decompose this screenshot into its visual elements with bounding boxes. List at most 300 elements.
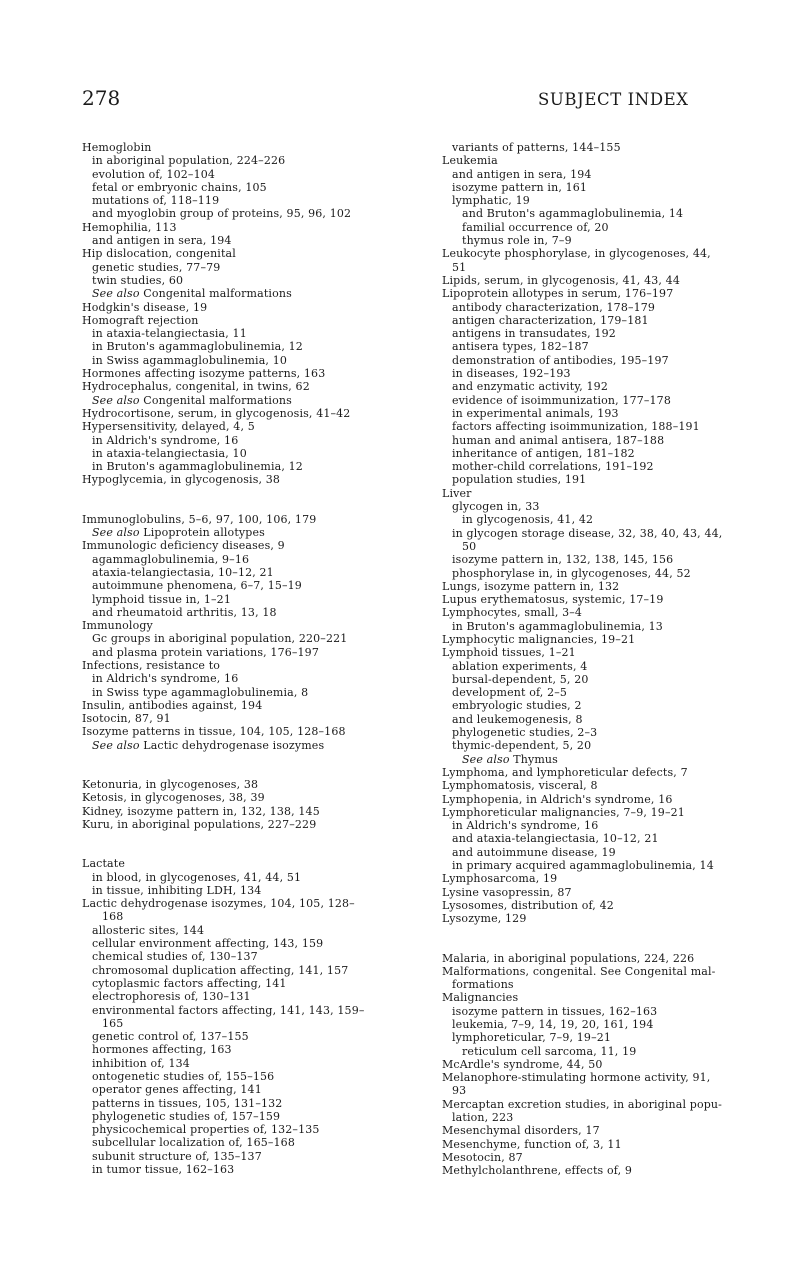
index-subentry — [82, 234, 432, 247]
entry-text: subcellular localization of, 165–168 — [92, 1136, 295, 1150]
index-entry — [82, 301, 432, 314]
index-entry — [82, 367, 432, 380]
index-entry — [442, 633, 782, 646]
entry-text: McArdle's syndrome, 44, 50 — [442, 1057, 603, 1071]
entry-text: 51 — [452, 260, 467, 274]
entry-text: Gc groups in aboriginal population, 220–221 — [92, 632, 348, 646]
entry-text: subunit structure of, 135–137 — [92, 1149, 262, 1163]
index-subentry — [442, 620, 782, 633]
entry-text: in Swiss agammaglobulinemia, 10 — [92, 353, 288, 367]
entry-text: Hydrocortisone, serum, in glycogenosis, 41–42 — [82, 406, 351, 420]
index-subentry — [442, 354, 782, 367]
index-subentry — [442, 527, 782, 540]
entry-text: Malaria, in aboriginal populations, 224, 226 — [442, 951, 695, 965]
index-subentry — [442, 699, 782, 712]
index-subentry — [82, 1150, 432, 1163]
index-entry — [82, 818, 432, 831]
entry-text: Lipoprotein allotypes in serum, 176–197 — [442, 287, 674, 301]
index-subentry — [82, 168, 432, 181]
index-subentry — [82, 394, 432, 407]
entry-text: allosteric sites, 144 — [92, 923, 205, 937]
entry-text: agammaglobulinemia, 9–16 — [92, 552, 250, 566]
entry-text: autoimmune phenomena, 6–7, 15–19 — [92, 579, 302, 593]
index-entry — [82, 473, 432, 486]
entry-text: in ataxia-telangiectasia, 10 — [92, 446, 247, 460]
index-subentry — [442, 1031, 782, 1044]
index-subentry — [442, 168, 782, 181]
index-subentry — [82, 1043, 432, 1056]
entry-text: and Bruton's agammaglobulinemia, 14 — [462, 207, 684, 221]
index-subentry — [442, 726, 782, 739]
index-column-right — [442, 141, 782, 1178]
index-subentry — [442, 380, 782, 393]
entry-text: variants of patterns, 144–155 — [452, 141, 621, 154]
entry-text: hormones affecting, 163 — [92, 1043, 232, 1057]
entry-text: Ketosis, in glycogenoses, 38, 39 — [82, 791, 265, 805]
entry-text: familial occurrence of, 20 — [462, 220, 609, 234]
entry-text: Lymphosarcoma, 19 — [442, 872, 558, 886]
index-entry — [442, 991, 782, 1004]
index-subentry — [442, 686, 782, 699]
index-subentry — [82, 1017, 432, 1030]
entry-text: Congenital malformations — [143, 287, 292, 301]
index-entry — [82, 619, 432, 632]
entry-text: Lymphomatosis, visceral, 8 — [442, 779, 598, 793]
index-subentry — [82, 553, 432, 566]
entry-text: Hip dislocation, congenital — [82, 247, 236, 261]
index-entry — [82, 314, 432, 327]
entry-text: Immunologic deficiency diseases, 9 — [82, 539, 285, 553]
entry-text: in ataxia-telangiectasia, 11 — [92, 327, 247, 341]
index-subentry — [82, 910, 432, 923]
index-subentry — [442, 420, 782, 433]
index-subentry — [442, 194, 782, 207]
index-subentry — [442, 327, 782, 340]
index-subentry — [442, 1045, 782, 1058]
entry-text: Lysosomes, distribution of, 42 — [442, 898, 614, 912]
entry-text: thymus role in, 7–9 — [462, 234, 572, 248]
see-also-label: See also — [92, 738, 140, 752]
see-also-label: See also — [92, 526, 140, 540]
entry-text: environmental factors affecting, 141, 143, 159– — [92, 1003, 365, 1017]
index-subentry — [82, 460, 432, 473]
entry-text: in diseases, 192–193 — [452, 367, 571, 381]
entry-text: Kidney, isozyme pattern in, 132, 138, 145 — [82, 804, 320, 818]
index-entry — [82, 513, 432, 526]
entry-text: cellular environment affecting, 143, 159 — [92, 937, 324, 951]
index-entry — [442, 766, 782, 779]
entry-text: Mesenchymal disorders, 17 — [442, 1124, 600, 1138]
entry-text: Malformations, congenital. See Congenital mal- — [442, 964, 716, 978]
entry-text: 93 — [452, 1084, 467, 1098]
entry-text: Hormones affecting isozyme patterns, 163 — [82, 367, 326, 381]
index-entry — [442, 886, 782, 899]
index-subentry — [442, 978, 782, 991]
entry-text: antisera types, 182–187 — [452, 340, 589, 354]
entry-text: leukemia, 7–9, 14, 19, 20, 161, 194 — [452, 1018, 654, 1031]
index-subentry — [442, 1111, 782, 1124]
entry-text: phylogenetic studies, 2–3 — [452, 726, 598, 740]
index-entry — [442, 965, 782, 978]
index-subentry — [82, 646, 432, 659]
entry-text: in Bruton's agammaglobulinemia, 13 — [452, 619, 663, 633]
index-subentry — [82, 593, 432, 606]
entry-text: and leukemogenesis, 8 — [452, 712, 583, 726]
index-entry — [442, 487, 782, 500]
index-subentry — [82, 340, 432, 353]
entry-text: Lymphoid tissues, 1–21 — [442, 646, 576, 660]
entry-text: Thymus — [513, 752, 558, 766]
index-subentry — [442, 460, 782, 473]
entry-text: human and animal antisera, 187–188 — [452, 433, 665, 447]
entry-text: and enzymatic activity, 192 — [452, 380, 608, 394]
index-subentry — [82, 154, 432, 167]
entry-text: in Bruton's agammaglobulinemia, 12 — [92, 340, 303, 354]
entry-text: Lupus erythematosus, systemic, 17–19 — [442, 593, 664, 607]
index-subentry — [442, 567, 782, 580]
entry-text: fetal or embryonic chains, 105 — [92, 180, 267, 194]
index-subentry — [82, 447, 432, 460]
index-subentry — [442, 513, 782, 526]
entry-text: Mesotocin, 87 — [442, 1150, 523, 1164]
entry-text: twin studies, 60 — [92, 273, 184, 287]
entry-text: genetic studies, 77–79 — [92, 260, 221, 274]
see-also-label: See also — [92, 287, 140, 301]
index-entry — [442, 1164, 782, 1177]
entry-text: operator genes affecting, 141 — [92, 1083, 262, 1097]
entry-text: Immunology — [82, 619, 153, 633]
index-subentry — [442, 1005, 782, 1018]
index-subentry — [442, 713, 782, 726]
entry-text: electrophoresis of, 130–131 — [92, 990, 251, 1004]
index-subentry — [82, 1070, 432, 1083]
index-subentry — [82, 1123, 432, 1136]
index-entry — [442, 1124, 782, 1137]
entry-text: 168 — [102, 910, 124, 924]
entry-text: formations — [452, 978, 514, 992]
index-subentry — [82, 327, 432, 340]
entry-text: embryologic studies, 2 — [452, 699, 582, 713]
entry-text: Ketonuria, in glycogenoses, 38 — [82, 778, 259, 792]
index-entry — [442, 1138, 782, 1151]
entry-group-gap — [442, 926, 782, 952]
index-entry — [442, 154, 782, 167]
index-subentry — [82, 354, 432, 367]
index-entry — [442, 580, 782, 593]
index-subentry — [442, 500, 782, 513]
index-subentry — [442, 739, 782, 752]
entry-text: Hemophilia, 113 — [82, 220, 177, 234]
index-entry — [442, 779, 782, 792]
entry-text: Lymphoma, and lymphoreticular defects, 7 — [442, 765, 688, 779]
entry-text: mutations of, 118–119 — [92, 194, 220, 208]
entry-text: Leukemia — [442, 154, 498, 168]
index-entry — [442, 952, 782, 965]
entry-text: lymphatic, 19 — [452, 194, 530, 208]
index-entry — [82, 897, 432, 910]
entry-text: Lactate — [82, 857, 125, 871]
entry-text: 165 — [102, 1016, 124, 1030]
entry-text: and ataxia-telangiectasia, 10–12, 21 — [452, 832, 659, 846]
running-head: SUBJECT INDEX — [538, 90, 689, 109]
entry-text: chemical studies of, 130–137 — [92, 950, 258, 964]
entry-text: Isotocin, 87, 91 — [82, 712, 171, 726]
index-subentry — [442, 181, 782, 194]
index-subentry — [82, 1057, 432, 1070]
entry-text: development of, 2–5 — [452, 686, 568, 700]
entry-text: demonstration of antibodies, 195–197 — [452, 353, 669, 367]
index-entry — [442, 806, 782, 819]
index-subentry — [82, 964, 432, 977]
entry-text: Lysozyme, 129 — [442, 912, 527, 926]
index-subentry — [82, 261, 432, 274]
index-entry — [442, 274, 782, 287]
index-entry — [82, 725, 432, 738]
entry-text: Immunoglobulins, 5–6, 97, 100, 106, 179 — [82, 512, 317, 526]
index-subentry — [442, 832, 782, 845]
index-subentry — [442, 141, 782, 154]
entry-group-gap — [82, 752, 432, 778]
entry-text: Hodgkin's disease, 19 — [82, 300, 208, 314]
index-entry — [442, 899, 782, 912]
index-entry — [82, 407, 432, 420]
entry-group-gap — [82, 487, 432, 513]
index-subentry — [82, 287, 432, 300]
index-entry — [82, 712, 432, 725]
entry-text: and antigen in sera, 194 — [92, 234, 232, 248]
index-subentry — [442, 261, 782, 274]
entry-text: Hemoglobin — [82, 141, 152, 154]
index-subentry — [82, 739, 432, 752]
entry-text: lymphoreticular, 7–9, 19–21 — [452, 1031, 612, 1045]
index-entry — [442, 593, 782, 606]
entry-text: in Swiss type agammaglobulinemia, 8 — [92, 685, 309, 699]
index-subentry — [442, 207, 782, 220]
entry-text: isozyme pattern in, 161 — [452, 180, 588, 194]
entry-text: bursal-dependent, 5, 20 — [452, 672, 589, 686]
index-subentry — [82, 566, 432, 579]
index-entry — [82, 791, 432, 804]
index-subentry — [442, 367, 782, 380]
entry-text: in Aldrich's syndrome, 16 — [92, 672, 239, 686]
index-subentry — [82, 1110, 432, 1123]
entry-text: ontogenetic studies of, 155–156 — [92, 1070, 275, 1083]
index-subentry — [442, 553, 782, 566]
index-subentry — [442, 540, 782, 553]
index-subentry — [82, 606, 432, 619]
index-subentry — [82, 632, 432, 645]
entry-text: Lymphopenia, in Aldrich's syndrome, 16 — [442, 792, 673, 806]
entry-text: Leukocyte phosphorylase, in glycogenoses, 44, — [442, 247, 711, 261]
entry-text: Melanophore-stimulating hormone activity, 91, — [442, 1071, 711, 1085]
entry-text: phylogenetic studies of, 157–159 — [92, 1109, 281, 1123]
entry-text: reticulum cell sarcoma, 11, 19 — [462, 1044, 637, 1058]
index-entry — [82, 539, 432, 552]
entry-text: evidence of isoimmunization, 177–178 — [452, 393, 671, 407]
see-also-label: See also — [92, 393, 140, 407]
index-subentry — [442, 753, 782, 766]
index-entry — [82, 857, 432, 870]
entry-text: physicochemical properties of, 132–135 — [92, 1123, 320, 1137]
entry-text: lation, 223 — [452, 1111, 514, 1125]
index-subentry — [82, 579, 432, 592]
entry-text: Lymphocytic malignancies, 19–21 — [442, 632, 636, 646]
entry-text: isozyme pattern in tissues, 162–163 — [452, 1004, 658, 1018]
entry-text: thymic-dependent, 5, 20 — [452, 739, 592, 753]
index-subentry — [442, 660, 782, 673]
index-subentry — [442, 846, 782, 859]
entry-text: Mesenchyme, function of, 3, 11 — [442, 1137, 622, 1151]
index-entry — [442, 1058, 782, 1071]
entry-text: Infections, resistance to — [82, 658, 221, 672]
entry-text: Malignancies — [442, 991, 519, 1005]
entry-text: Lipoprotein allotypes — [143, 526, 265, 540]
index-subentry — [442, 673, 782, 686]
index-entry — [442, 912, 782, 925]
index-subentry — [442, 221, 782, 234]
entry-text: in experimental animals, 193 — [452, 406, 619, 420]
index-entry — [82, 420, 432, 433]
index-subentry — [442, 819, 782, 832]
entry-text: evolution of, 102–104 — [92, 167, 216, 181]
entry-text: Lysine vasopressin, 87 — [442, 885, 572, 899]
index-entry — [82, 659, 432, 672]
index-entry — [442, 1098, 782, 1111]
index-subentry — [442, 394, 782, 407]
entry-text: Congenital malformations — [143, 393, 292, 407]
index-subentry — [442, 473, 782, 486]
entry-text: in Aldrich's syndrome, 16 — [92, 433, 239, 447]
index-entry — [442, 872, 782, 885]
entry-text: Hydrocephalus, congenital, in twins, 62 — [82, 380, 310, 394]
index-subentry — [82, 1004, 432, 1017]
entry-text: patterns in tissues, 105, 131–132 — [92, 1096, 283, 1110]
entry-text: and antigen in sera, 194 — [452, 167, 592, 181]
see-also-label: See also — [462, 752, 510, 766]
entry-text: isozyme pattern in, 132, 138, 145, 156 — [452, 553, 674, 567]
entry-group-gap — [82, 831, 432, 857]
entry-text: mother-child correlations, 191–192 — [452, 460, 654, 474]
entry-text: Isozyme patterns in tissue, 104, 105, 128–168 — [82, 725, 346, 739]
index-subentry — [442, 314, 782, 327]
entry-text: in aboriginal population, 224–226 — [92, 154, 286, 168]
entry-text: in Aldrich's syndrome, 16 — [452, 819, 599, 833]
entry-text: Hypersensitivity, delayed, 4, 5 — [82, 420, 255, 434]
entry-text: ablation experiments, 4 — [452, 659, 588, 673]
index-subentry — [442, 407, 782, 420]
index-subentry — [82, 950, 432, 963]
entry-text: in glycogen storage disease, 32, 38, 40, 43, 44, — [452, 526, 723, 540]
entry-text: Lymphoreticular malignancies, 7–9, 19–21 — [442, 805, 685, 819]
entry-text: and rheumatoid arthritis, 13, 18 — [92, 605, 277, 619]
index-entry — [442, 1071, 782, 1084]
entry-text: chromosomal duplication affecting, 141, 157 — [92, 963, 349, 977]
index-subentry — [442, 859, 782, 872]
index-subentry — [442, 447, 782, 460]
entry-text: 50 — [462, 539, 477, 553]
index-subentry — [82, 977, 432, 990]
index-subentry — [442, 301, 782, 314]
index-entry — [442, 606, 782, 619]
index-entry — [442, 646, 782, 659]
index-entry — [82, 805, 432, 818]
entry-text: in blood, in glycogenoses, 41, 44, 51 — [92, 870, 302, 884]
index-subentry — [82, 871, 432, 884]
entry-text: genetic control of, 137–155 — [92, 1030, 249, 1044]
entry-text: Lactic dehydrogenase isozymes — [143, 738, 325, 752]
entry-text: Hypoglycemia, in glycogenosis, 38 — [82, 473, 281, 487]
index-subentry — [82, 207, 432, 220]
index-entry — [442, 1151, 782, 1164]
entry-text: Lungs, isozyme pattern in, 132 — [442, 579, 620, 593]
entry-text: glycogen in, 33 — [452, 500, 540, 514]
index-subentry — [82, 1097, 432, 1110]
index-subentry — [82, 1083, 432, 1096]
index-subentry — [82, 924, 432, 937]
entry-text: cytoplasmic factors affecting, 141 — [92, 976, 287, 990]
entry-text: Methylcholanthrene, effects of, 9 — [442, 1164, 633, 1178]
index-subentry — [82, 181, 432, 194]
entry-text: Kuru, in aboriginal populations, 227–229 — [82, 817, 317, 831]
index-entry — [442, 287, 782, 300]
index-subentry — [82, 1136, 432, 1149]
entry-text: in tissue, inhibiting LDH, 134 — [92, 883, 262, 897]
entry-text: and myoglobin group of proteins, 95, 96, 102 — [92, 207, 352, 221]
index-entry — [82, 380, 432, 393]
index-entry — [82, 778, 432, 791]
entry-text: in primary acquired agammaglobulinemia, 14 — [452, 859, 714, 873]
index-entry — [82, 141, 432, 154]
entry-text: and autoimmune disease, 19 — [452, 845, 616, 859]
entry-text: antigens in transudates, 192 — [452, 327, 616, 341]
entry-text: ataxia-telangiectasia, 10–12, 21 — [92, 565, 274, 579]
entry-text: Insulin, antibodies against, 194 — [82, 698, 263, 712]
entry-text: Lymphocytes, small, 3–4 — [442, 606, 583, 620]
index-subentry — [82, 434, 432, 447]
entry-text: Lipids, serum, in glycogenosis, 41, 43, 44 — [442, 273, 680, 287]
index-subentry — [82, 686, 432, 699]
index-subentry — [82, 990, 432, 1003]
entry-text: lymphoid tissue in, 1–21 — [92, 592, 231, 606]
entry-text: in Bruton's agammaglobulinemia, 12 — [92, 460, 303, 474]
entry-text: inheritance of antigen, 181–182 — [452, 446, 635, 460]
index-entry — [442, 247, 782, 260]
index-entry — [442, 793, 782, 806]
index-subentry — [82, 194, 432, 207]
index-entry — [82, 247, 432, 260]
entry-text: and plasma protein variations, 176–197 — [92, 645, 319, 659]
index-subentry — [82, 937, 432, 950]
index-subentry — [442, 434, 782, 447]
entry-text: Mercaptan excretion studies, in aboriginal popu- — [442, 1097, 723, 1111]
entry-text: factors affecting isoimmunization, 188–191 — [452, 420, 700, 434]
entry-text: population studies, 191 — [452, 473, 587, 487]
index-column-left — [82, 141, 432, 1176]
index-subentry — [442, 1084, 782, 1097]
entry-text: antibody characterization, 178–179 — [452, 300, 656, 314]
entry-text: Homograft rejection — [82, 313, 199, 327]
index-entry — [82, 699, 432, 712]
index-subentry — [82, 1030, 432, 1043]
entry-text: antigen characterization, 179–181 — [452, 313, 649, 327]
entry-text: in tumor tissue, 162–163 — [92, 1163, 235, 1177]
index-subentry — [82, 526, 432, 539]
entry-text: inhibition of, 134 — [92, 1056, 190, 1070]
index-subentry — [82, 1163, 432, 1176]
entry-text: in glycogenosis, 41, 42 — [462, 513, 594, 527]
index-subentry — [442, 234, 782, 247]
page-number: 278 — [82, 86, 121, 110]
